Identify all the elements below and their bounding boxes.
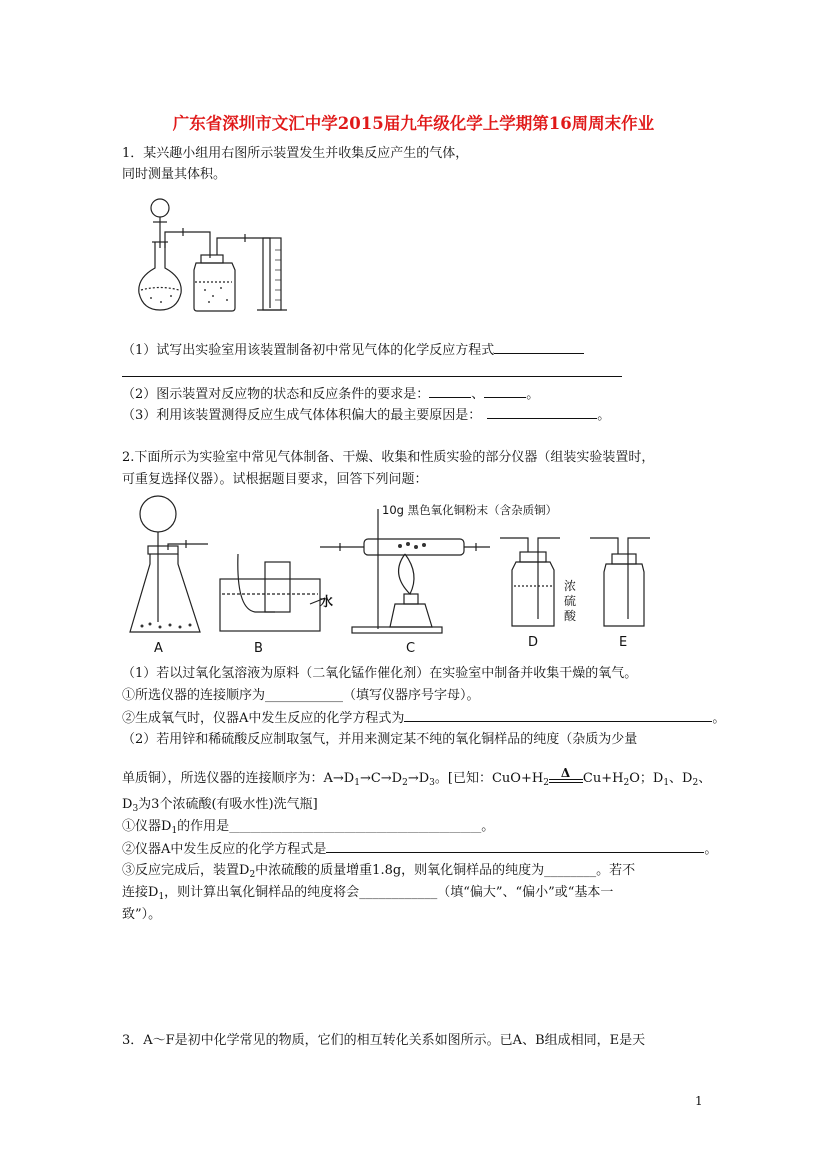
q1-part2-blank2[interactable] [484,385,526,398]
q1-stem-line1: 1．某兴趣小组用右图所示装置发生并收集反应产生的气体， [122,146,469,161]
q2-stem-line2: 可重复选择仪器）。试根据题目要求，回答下列问题： [122,472,428,487]
page-title: 广东省深圳市文汇中学2015届九年级化学上学期第16周周末作业 [172,114,655,133]
q3-stem: 3．A～F是初中化学常见的物质，它们的相互转化关系如图所示。已A、B组成相同，E是天 [122,1033,646,1048]
q2-part2-i-blank[interactable]: ________________________________________________ [229,821,482,833]
q1-part3-blank[interactable] [487,406,597,419]
q2-fig-letter-b: B [254,641,263,654]
q2-fig-cuo-label: 10g 黑色氧化铜粉末（含杂质铜） [382,503,558,517]
q1-part1-answer-line[interactable] [122,376,622,377]
q2-part1: （1）若以过氧化氢溶液为原料（二氧化锰作催化剂）在实验室中制备并收集干燥的氧气。 [122,666,638,681]
q2-fig-acid-char2: 硫 [564,594,577,608]
q2-fig-acid-char1: 浓 [564,579,577,593]
q1-apparatus-figure [125,190,295,320]
q2-part1-i-blank[interactable]: ____________ [265,688,344,703]
q2-part2-iii-blank[interactable]: ________ [544,863,597,878]
q1-part2: （2）图示装置对反应物的状态和反应条件的要求是： 、 。 [122,387,540,402]
q2-fig-acid-char3: 酸 [564,609,577,623]
q2-part2-iv-blank[interactable]: ____________ [359,885,438,900]
q1-part1-blank[interactable] [494,341,584,354]
q2-fig-letter-d: D [528,635,539,650]
q2-apparatus-figure [120,494,680,654]
q1-stem-line2: 同时测量其体积。 [122,167,227,182]
q2-stem-line1: 2.下面所示为实验室中常见气体制备、干燥、收集和性质实验的部分仪器（组装实验装置时， [122,450,655,465]
q2-part1-ii: ②生成氧气时，仪器A中发生反应的化学方程式为 。 [122,711,726,726]
q1-part3: （3）利用该装置测得反应生成气体体积偏大的最主要原因是： 。 [122,408,611,423]
heating-equals-sign: Δ [549,772,583,786]
q1-part1: （1）试写出实验室用该装置制备初中常见气体的化学反应方程式 [122,341,584,360]
q2-part2-iv: 连接$D_1$，则计算出氧化铜样品的纯度将会____________（填“偏大”、“偏小”或“基本一 [122,885,614,902]
q2-fig-letter-a: A [154,641,163,654]
q1-part2-blank1[interactable] [429,385,471,398]
q2-part2-iii: ③反应完成后，装置$D_2$中浓硫酸的质量增重1.8g，则氧化铜样品的纯度为________。若不 [122,863,636,880]
page-number: 1 [695,1094,703,1108]
q2-part2-i: ①仪器$D_1$的作用是________________________________________________。 [122,819,495,836]
q2-part2-ii-blank[interactable] [326,840,704,853]
q2-part2-v: 致”）。 [122,907,162,922]
q2-fig-letter-e: E [619,635,628,650]
q2-part2-line2: 单质铜），所选仪器的连接顺序为：$A\to D_1\to C\to D_2\to D_3$。[已知：$CuO+H_2$ Δ $Cu+H_2O$；$D_1$、$D_2$、 [122,765,712,788]
q2-part1-ii-blank[interactable] [404,709,712,722]
q2-part1-i: ①所选仪器的连接顺序为____________（填写仪器序号字母）。 [122,688,480,703]
q2-fig-water-label: 水 [320,595,334,610]
q2-part2: （2）若用锌和稀硫酸反应制取氢气，并用来测定某不纯的氧化铜样品的纯度（杂质为少量 [122,732,638,747]
q2-fig-letter-c: C [406,641,416,654]
q2-part2-ii: ②仪器A中发生反应的化学方程式是 。 [122,842,718,857]
q2-part2-line3: $D_3$为3个浓硫酸(有吸水性)洗气瓶] [122,797,318,814]
